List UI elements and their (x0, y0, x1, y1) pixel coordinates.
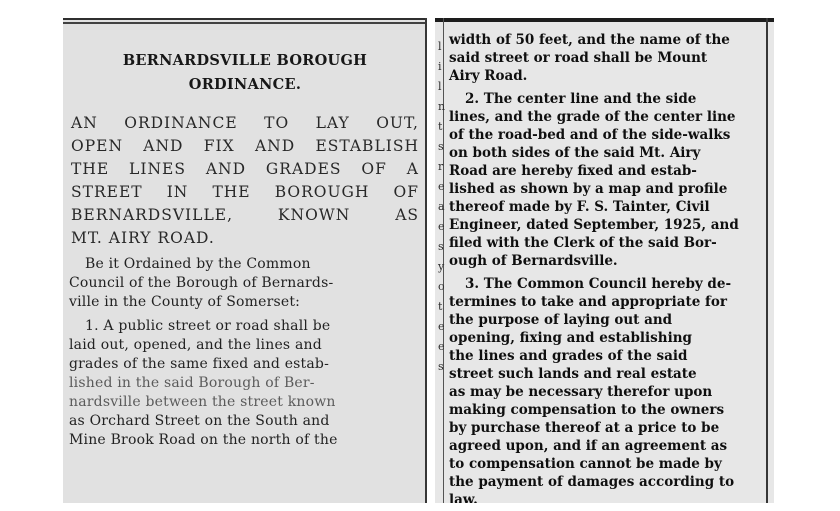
title-line-1 (71, 114, 419, 132)
title-word: GRADES (265, 160, 342, 178)
body-line: 2. The center line and the side (465, 91, 697, 107)
title-word: FIX (203, 137, 235, 155)
edge-letter: e (438, 220, 445, 233)
edge-letter: s (438, 140, 444, 153)
title-word: ESTABLISH (315, 137, 419, 155)
body-line: the purpose of laying out and (449, 312, 673, 328)
body-line: lines, and the grade of the center line (449, 109, 736, 125)
edge-letter: l (438, 40, 442, 53)
body-line: Engineer, dated September, 1925, and (449, 217, 739, 233)
title-line-3 (71, 160, 419, 178)
edge-letter: n (438, 100, 446, 113)
body-line-9: as Orchard Street on the South and (69, 413, 330, 429)
title-word: OF (393, 183, 419, 201)
body-line: said street or road shall be Mount (449, 50, 708, 66)
body-line-10: Mine Brook Road on the north of the (69, 432, 338, 448)
title-word: THE (71, 160, 110, 178)
body-line: making compensation to the owners (449, 402, 725, 418)
body-line-2: Council of the Borough of Bernards- (69, 275, 334, 291)
body-line: to compensation cannot be made by (449, 456, 722, 472)
title-word: OUT, (376, 114, 419, 132)
edge-letter: y (438, 260, 445, 273)
title-word: TO (264, 114, 290, 132)
title-line-2 (71, 137, 419, 155)
title-word: IN (166, 183, 189, 201)
title-word: ORDINANCE (124, 114, 238, 132)
body-line: filed with the Clerk of the said Bor- (449, 235, 717, 251)
body-line: by purchase thereof at a price to be (449, 420, 720, 436)
left-clipping (63, 18, 427, 503)
body-line-8: nardsville between the street known (69, 394, 336, 410)
edge-letter: r (438, 160, 444, 173)
headline-line-1: BERNARDSVILLE BOROUGH (122, 52, 368, 69)
edge-letter: e (438, 180, 445, 193)
body-line: thereof made by F. S. Tainter, Civil (449, 199, 710, 215)
edge-letter: a (438, 200, 445, 213)
body-line-4: 1. A public street or road shall be (85, 318, 331, 334)
title-word: LAY (315, 114, 350, 132)
body-line: opening, fixing and establishing (449, 330, 692, 346)
body-line: agreed upon, and if an agreement as (449, 438, 728, 454)
title-line-6 (71, 229, 419, 247)
title-line-5 (71, 206, 419, 224)
body-line-5: laid out, opened, and the lines and (69, 337, 322, 353)
body-line: Road are hereby fixed and estab- (449, 163, 697, 179)
body-line: of the road-bed and of the side-walks (449, 127, 731, 143)
body-line: termines to take and appropriate for (449, 294, 727, 310)
title-word: BOROUGH (274, 183, 370, 201)
body-line-3: ville in the County of Somerset: (69, 294, 301, 310)
edge-letter: e (438, 340, 445, 353)
title-word: LINES (129, 160, 186, 178)
edge-letter: l (438, 80, 442, 93)
title-line-4 (71, 183, 419, 201)
title-word: AND (143, 137, 184, 155)
body-line-7: lished in the said Borough of Ber- (69, 375, 315, 391)
title-word: MT. AIRY ROAD. (71, 229, 215, 247)
title-word: OF (361, 160, 387, 178)
edge-letter: t (438, 300, 443, 313)
body-line: law. (449, 492, 478, 503)
title-word: AND (205, 160, 247, 178)
body-line: Airy Road. (449, 68, 528, 84)
title-word: STREET (71, 183, 143, 201)
edge-letter: o (438, 280, 445, 293)
title-word: BERNARDSVILLE, (71, 206, 233, 224)
edge-letter: i (438, 60, 442, 73)
body-line-6: grades of the same fixed and estab- (69, 356, 330, 372)
title-word: THE (212, 183, 251, 201)
body-line-1: Be it Ordained by the Common (85, 256, 311, 272)
edge-letter: s (438, 240, 444, 253)
body-line: street such lands and real estate (449, 366, 697, 382)
body-line: the payment of damages according to (449, 474, 735, 490)
title-word: KNOWN (277, 206, 351, 224)
column-rule (766, 18, 768, 503)
body-line: lished as shown by a map and profile (449, 181, 728, 197)
edge-letter: e (438, 320, 445, 333)
title-word: AND (254, 137, 296, 155)
body-line: the lines and grades of the said (449, 348, 688, 364)
body-line: on both sides of the said Mt. Airy (449, 145, 701, 161)
title-word: AS (395, 206, 419, 224)
body-line: 3. The Common Council hereby de- (465, 276, 732, 292)
body-line: as may be necessary therefor upon (449, 384, 713, 400)
title-word: OPEN (71, 137, 124, 155)
title-word: AN (71, 114, 98, 132)
headline-line-2: ORDINANCE. (188, 76, 302, 93)
body-line: width of 50 feet, and the name of the (449, 32, 730, 48)
edge-letter: t (438, 120, 443, 133)
body-line: ough of Bernardsville. (449, 253, 618, 269)
right-clipping (435, 18, 774, 503)
title-word: A (406, 160, 419, 178)
edge-letter: s (438, 360, 444, 373)
